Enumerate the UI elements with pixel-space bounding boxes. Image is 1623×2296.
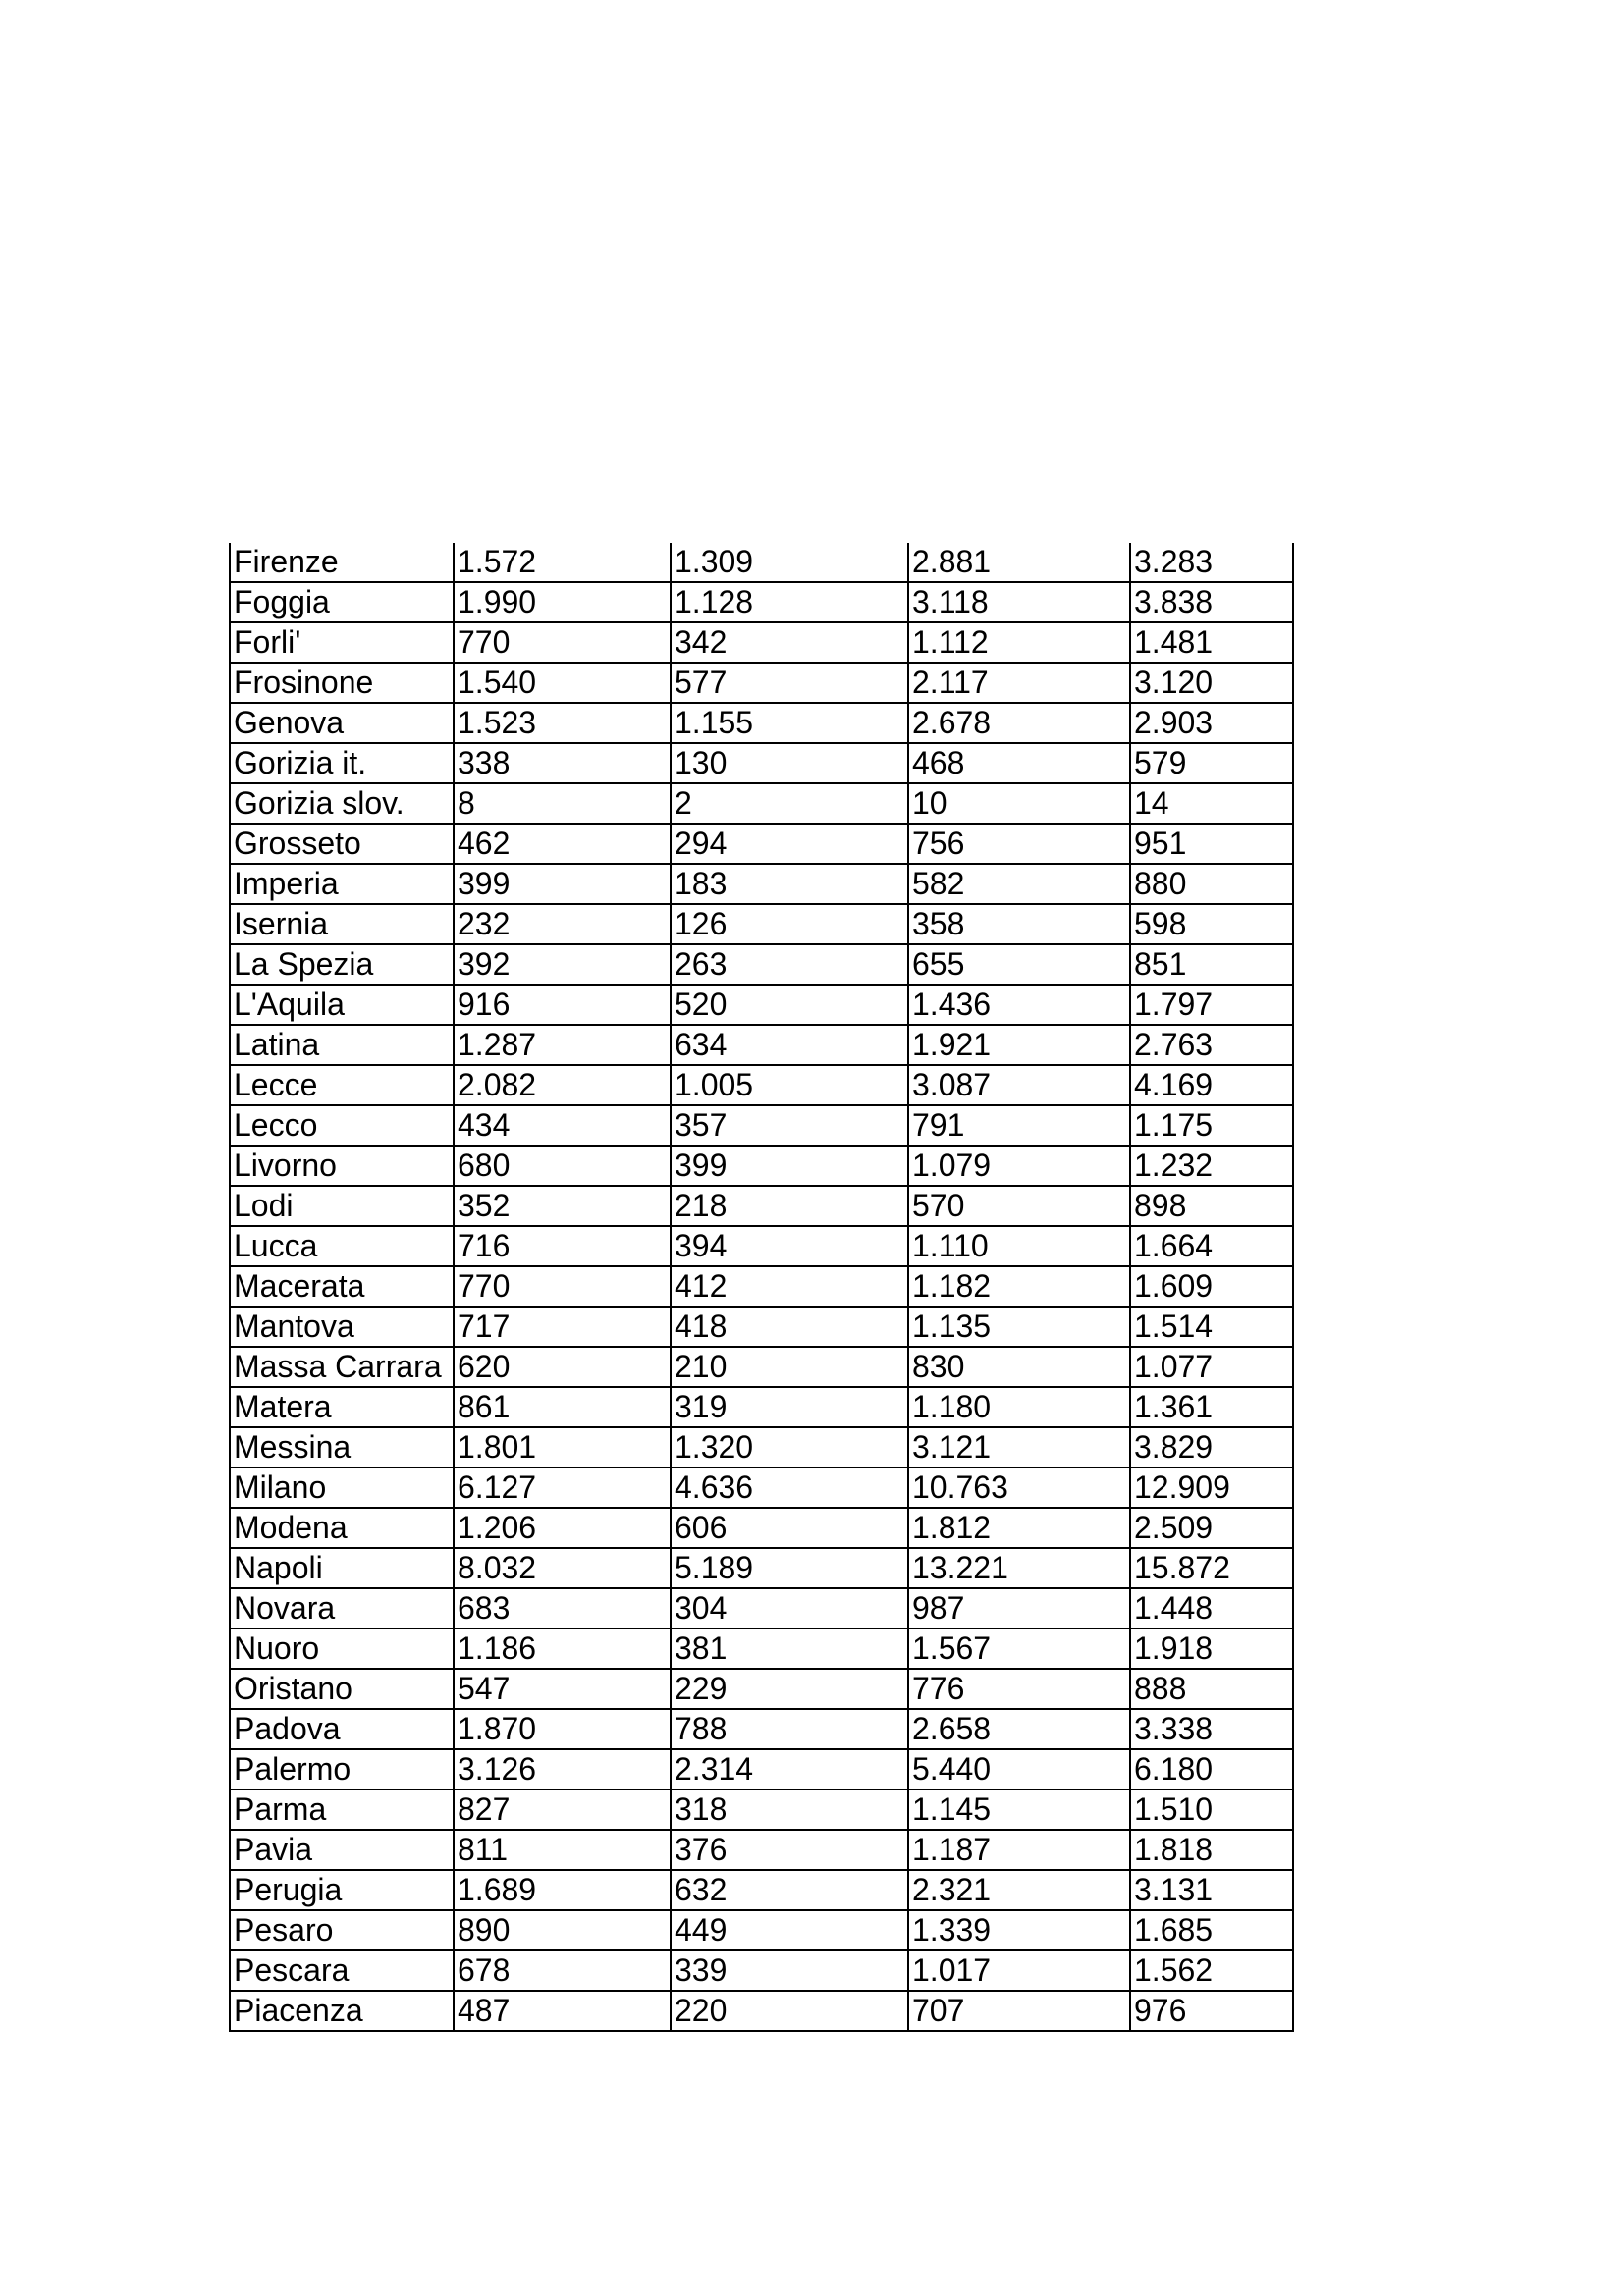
value-cell-4: 3.131: [1130, 1870, 1293, 1910]
value-cell-4: 2.763: [1130, 1025, 1293, 1065]
value-cell-3: 2.881: [908, 543, 1130, 582]
value-cell-2: 294: [671, 824, 908, 864]
value-cell-4: 3.283: [1130, 543, 1293, 582]
value-cell-1: 547: [454, 1669, 671, 1709]
value-cell-2: 2: [671, 783, 908, 824]
value-cell-2: 183: [671, 864, 908, 904]
value-cell-4: 3.120: [1130, 663, 1293, 703]
table-row: [230, 1186, 1293, 1226]
table-row: [230, 1830, 1293, 1870]
value-cell-3: 1.921: [908, 1025, 1130, 1065]
value-cell-1: 890: [454, 1910, 671, 1950]
value-cell-2: 357: [671, 1105, 908, 1146]
value-cell-4: 12.909: [1130, 1468, 1293, 1508]
value-cell-1: 827: [454, 1789, 671, 1830]
value-cell-2: 632: [671, 1870, 908, 1910]
value-cell-4: 2.509: [1130, 1508, 1293, 1548]
table-row: [230, 1226, 1293, 1266]
value-cell-3: 1.017: [908, 1950, 1130, 1991]
value-cell-1: 3.126: [454, 1749, 671, 1789]
province-name-cell: Milano: [230, 1468, 454, 1508]
value-cell-4: 951: [1130, 824, 1293, 864]
value-cell-2: 520: [671, 985, 908, 1025]
table-row: [230, 1548, 1293, 1588]
value-cell-4: 1.510: [1130, 1789, 1293, 1830]
table-row: [230, 1629, 1293, 1669]
value-cell-3: 5.440: [908, 1749, 1130, 1789]
value-cell-4: 598: [1130, 904, 1293, 944]
value-cell-1: 2.082: [454, 1065, 671, 1105]
value-cell-1: 683: [454, 1588, 671, 1629]
province-name-cell: Grosseto: [230, 824, 454, 864]
value-cell-3: 707: [908, 1991, 1130, 2031]
value-cell-1: 1.572: [454, 543, 671, 582]
table-row: [230, 1669, 1293, 1709]
value-cell-3: 10.763: [908, 1468, 1130, 1508]
value-cell-1: 916: [454, 985, 671, 1025]
value-cell-2: 1.309: [671, 543, 908, 582]
value-cell-3: 1.145: [908, 1789, 1130, 1830]
value-cell-1: 232: [454, 904, 671, 944]
table-row: [230, 582, 1293, 622]
value-cell-2: 412: [671, 1266, 908, 1307]
value-cell-4: 888: [1130, 1669, 1293, 1709]
table-row: [230, 824, 1293, 864]
value-cell-2: 1.155: [671, 703, 908, 743]
province-name-cell: Genova: [230, 703, 454, 743]
value-cell-3: 1.110: [908, 1226, 1130, 1266]
province-name-cell: Modena: [230, 1508, 454, 1548]
value-cell-1: 620: [454, 1347, 671, 1387]
value-cell-4: 1.918: [1130, 1629, 1293, 1669]
value-cell-2: 788: [671, 1709, 908, 1749]
value-cell-3: 570: [908, 1186, 1130, 1226]
province-name-cell: Isernia: [230, 904, 454, 944]
value-cell-2: 210: [671, 1347, 908, 1387]
table-row: [230, 1307, 1293, 1347]
table-row: [230, 1789, 1293, 1830]
table-row: [230, 985, 1293, 1025]
value-cell-3: 2.117: [908, 663, 1130, 703]
value-cell-1: 1.186: [454, 1629, 671, 1669]
table-row: [230, 1508, 1293, 1548]
value-cell-4: 976: [1130, 1991, 1293, 2031]
value-cell-3: 776: [908, 1669, 1130, 1709]
value-cell-3: 582: [908, 864, 1130, 904]
value-cell-2: 218: [671, 1186, 908, 1226]
value-cell-3: 1.180: [908, 1387, 1130, 1427]
value-cell-3: 655: [908, 944, 1130, 985]
value-cell-1: 861: [454, 1387, 671, 1427]
value-cell-3: 1.567: [908, 1629, 1130, 1669]
province-name-cell: Pescara: [230, 1950, 454, 1991]
value-cell-2: 418: [671, 1307, 908, 1347]
table-row: [230, 622, 1293, 663]
value-cell-3: 2.321: [908, 1870, 1130, 1910]
province-name-cell: Latina: [230, 1025, 454, 1065]
province-name-cell: Lecco: [230, 1105, 454, 1146]
value-cell-4: 6.180: [1130, 1749, 1293, 1789]
value-cell-4: 1.514: [1130, 1307, 1293, 1347]
value-cell-3: 468: [908, 743, 1130, 783]
value-cell-1: 716: [454, 1226, 671, 1266]
value-cell-1: 338: [454, 743, 671, 783]
value-cell-4: 1.664: [1130, 1226, 1293, 1266]
province-name-cell: Firenze: [230, 543, 454, 582]
value-cell-2: 399: [671, 1146, 908, 1186]
value-cell-4: 14: [1130, 783, 1293, 824]
value-cell-2: 449: [671, 1910, 908, 1950]
table-row: [230, 743, 1293, 783]
value-cell-2: 376: [671, 1830, 908, 1870]
value-cell-4: 4.169: [1130, 1065, 1293, 1105]
province-name-cell: Novara: [230, 1588, 454, 1629]
value-cell-4: 2.903: [1130, 703, 1293, 743]
value-cell-2: 394: [671, 1226, 908, 1266]
value-cell-3: 756: [908, 824, 1130, 864]
value-cell-1: 462: [454, 824, 671, 864]
province-name-cell: Frosinone: [230, 663, 454, 703]
value-cell-3: 1.339: [908, 1910, 1130, 1950]
table-row: [230, 1588, 1293, 1629]
value-cell-3: 3.118: [908, 582, 1130, 622]
value-cell-3: 2.678: [908, 703, 1130, 743]
value-cell-2: 1.005: [671, 1065, 908, 1105]
value-cell-1: 680: [454, 1146, 671, 1186]
value-cell-1: 8.032: [454, 1548, 671, 1588]
value-cell-3: 3.087: [908, 1065, 1130, 1105]
value-cell-1: 434: [454, 1105, 671, 1146]
province-name-cell: Padova: [230, 1709, 454, 1749]
value-cell-1: 1.287: [454, 1025, 671, 1065]
value-cell-3: 987: [908, 1588, 1130, 1629]
province-name-cell: Pavia: [230, 1830, 454, 1870]
table-row: [230, 1749, 1293, 1789]
value-cell-4: 1.481: [1130, 622, 1293, 663]
value-cell-2: 130: [671, 743, 908, 783]
table-row: [230, 1105, 1293, 1146]
province-data-table: [229, 543, 1294, 2032]
value-cell-1: 399: [454, 864, 671, 904]
table-row: [230, 1910, 1293, 1950]
value-cell-2: 263: [671, 944, 908, 985]
province-name-cell: Foggia: [230, 582, 454, 622]
province-name-cell: La Spezia: [230, 944, 454, 985]
province-name-cell: L'Aquila: [230, 985, 454, 1025]
value-cell-4: 1.609: [1130, 1266, 1293, 1307]
value-cell-4: 15.872: [1130, 1548, 1293, 1588]
value-cell-4: 880: [1130, 864, 1293, 904]
table-row: [230, 1065, 1293, 1105]
value-cell-3: 1.135: [908, 1307, 1130, 1347]
table-row: [230, 1347, 1293, 1387]
province-name-cell: Napoli: [230, 1548, 454, 1588]
value-cell-2: 634: [671, 1025, 908, 1065]
value-cell-3: 1.112: [908, 622, 1130, 663]
value-cell-2: 577: [671, 663, 908, 703]
value-cell-1: 770: [454, 1266, 671, 1307]
value-cell-1: 717: [454, 1307, 671, 1347]
value-cell-2: 318: [671, 1789, 908, 1830]
value-cell-2: 5.189: [671, 1548, 908, 1588]
province-name-cell: Forli': [230, 622, 454, 663]
value-cell-1: 352: [454, 1186, 671, 1226]
province-name-cell: Gorizia it.: [230, 743, 454, 783]
province-name-cell: Oristano: [230, 1669, 454, 1709]
table-row: [230, 1468, 1293, 1508]
table-row: [230, 1950, 1293, 1991]
province-name-cell: Pesaro: [230, 1910, 454, 1950]
value-cell-3: 830: [908, 1347, 1130, 1387]
value-cell-4: 579: [1130, 743, 1293, 783]
table-row: [230, 1146, 1293, 1186]
table-row: [230, 663, 1293, 703]
table-row: [230, 1025, 1293, 1065]
value-cell-1: 8: [454, 783, 671, 824]
province-name-cell: Mantova: [230, 1307, 454, 1347]
value-cell-1: 1.540: [454, 663, 671, 703]
value-cell-4: 1.562: [1130, 1950, 1293, 1991]
value-cell-1: 1.870: [454, 1709, 671, 1749]
value-cell-2: 229: [671, 1669, 908, 1709]
value-cell-1: 1.206: [454, 1508, 671, 1548]
value-cell-4: 1.448: [1130, 1588, 1293, 1629]
province-name-cell: Gorizia slov.: [230, 783, 454, 824]
province-name-cell: Matera: [230, 1387, 454, 1427]
table-row: [230, 944, 1293, 985]
table-body: [230, 543, 1293, 2031]
value-cell-2: 606: [671, 1508, 908, 1548]
province-name-cell: Messina: [230, 1427, 454, 1468]
value-cell-2: 2.314: [671, 1749, 908, 1789]
value-cell-4: 1.232: [1130, 1146, 1293, 1186]
value-cell-3: 13.221: [908, 1548, 1130, 1588]
value-cell-3: 1.436: [908, 985, 1130, 1025]
value-cell-2: 1.128: [671, 582, 908, 622]
value-cell-4: 1.175: [1130, 1105, 1293, 1146]
value-cell-1: 770: [454, 622, 671, 663]
value-cell-1: 678: [454, 1950, 671, 1991]
province-name-cell: Nuoro: [230, 1629, 454, 1669]
value-cell-1: 392: [454, 944, 671, 985]
province-name-cell: Parma: [230, 1789, 454, 1830]
value-cell-4: 3.338: [1130, 1709, 1293, 1749]
value-cell-2: 4.636: [671, 1468, 908, 1508]
province-name-cell: Imperia: [230, 864, 454, 904]
table-row: [230, 1709, 1293, 1749]
value-cell-1: 1.689: [454, 1870, 671, 1910]
value-cell-4: 898: [1130, 1186, 1293, 1226]
province-name-cell: Massa Carrara: [230, 1347, 454, 1387]
value-cell-2: 339: [671, 1950, 908, 1991]
value-cell-1: 6.127: [454, 1468, 671, 1508]
value-cell-4: 1.797: [1130, 985, 1293, 1025]
value-cell-3: 2.658: [908, 1709, 1130, 1749]
province-name-cell: Piacenza: [230, 1991, 454, 2031]
value-cell-1: 1.523: [454, 703, 671, 743]
province-name-cell: Palermo: [230, 1749, 454, 1789]
province-data-table-container: [229, 543, 1292, 2032]
value-cell-3: 791: [908, 1105, 1130, 1146]
value-cell-2: 342: [671, 622, 908, 663]
table-row: [230, 1266, 1293, 1307]
value-cell-4: 1.818: [1130, 1830, 1293, 1870]
table-row: [230, 1387, 1293, 1427]
value-cell-2: 1.320: [671, 1427, 908, 1468]
value-cell-4: 1.361: [1130, 1387, 1293, 1427]
value-cell-2: 220: [671, 1991, 908, 2031]
province-name-cell: Perugia: [230, 1870, 454, 1910]
table-row: [230, 703, 1293, 743]
province-name-cell: Macerata: [230, 1266, 454, 1307]
value-cell-2: 319: [671, 1387, 908, 1427]
value-cell-1: 811: [454, 1830, 671, 1870]
table-row: [230, 543, 1293, 582]
value-cell-3: 1.182: [908, 1266, 1130, 1307]
province-name-cell: Lodi: [230, 1186, 454, 1226]
table-row: [230, 1870, 1293, 1910]
value-cell-2: 304: [671, 1588, 908, 1629]
value-cell-3: 1.812: [908, 1508, 1130, 1548]
value-cell-3: 3.121: [908, 1427, 1130, 1468]
value-cell-3: 10: [908, 783, 1130, 824]
value-cell-2: 126: [671, 904, 908, 944]
value-cell-4: 3.829: [1130, 1427, 1293, 1468]
value-cell-1: 1.801: [454, 1427, 671, 1468]
value-cell-4: 851: [1130, 944, 1293, 985]
value-cell-1: 1.990: [454, 582, 671, 622]
table-row: [230, 864, 1293, 904]
value-cell-3: 1.187: [908, 1830, 1130, 1870]
value-cell-2: 381: [671, 1629, 908, 1669]
province-name-cell: Livorno: [230, 1146, 454, 1186]
table-row: [230, 1991, 1293, 2031]
value-cell-4: 1.077: [1130, 1347, 1293, 1387]
value-cell-3: 358: [908, 904, 1130, 944]
value-cell-4: 3.838: [1130, 582, 1293, 622]
value-cell-4: 1.685: [1130, 1910, 1293, 1950]
table-row: [230, 783, 1293, 824]
table-row: [230, 904, 1293, 944]
value-cell-3: 1.079: [908, 1146, 1130, 1186]
province-name-cell: Lucca: [230, 1226, 454, 1266]
province-name-cell: Lecce: [230, 1065, 454, 1105]
table-row: [230, 1427, 1293, 1468]
value-cell-1: 487: [454, 1991, 671, 2031]
